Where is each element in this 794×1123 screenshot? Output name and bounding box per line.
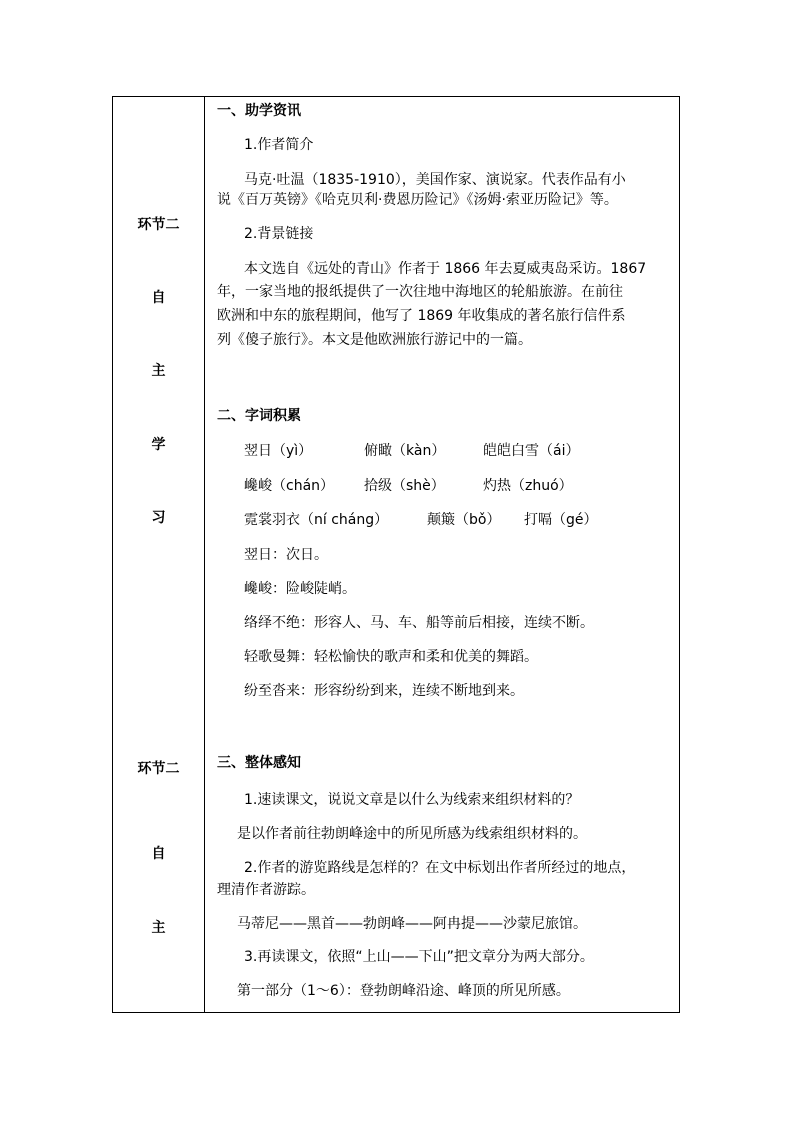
section-heading: 二、字词积累 bbox=[217, 408, 301, 424]
paragraph-line: 列《傻子旅行》。本文是他欧洲旅行游记中的一篇。 bbox=[217, 332, 532, 348]
vocab-item: 皑皑白雪（ái） bbox=[483, 443, 580, 459]
section-label: 环节二 bbox=[137, 761, 180, 777]
vocab-item: 巉峻（chán） bbox=[244, 478, 335, 494]
paragraph-line: 欧洲和中东的旅程期间，他写了 1869 年收集成的著名旅行信件系 bbox=[217, 308, 626, 324]
paragraph-line: 本文选自《远处的青山》作者于 1866 年去夏威夷岛采访。1867 bbox=[244, 261, 647, 277]
definition: 纷至沓来：形容纷纷到来，连续不断地到来。 bbox=[244, 683, 524, 699]
paragraph-line: 说《百万英镑》《哈克贝利·费恩历险记》《汤姆·索亚历险记》等。 bbox=[217, 192, 618, 208]
vocab-item: 灼热（zhuó） bbox=[483, 478, 573, 494]
definition: 轻歌曼舞：轻松愉快的歌声和柔和优美的舞蹈。 bbox=[244, 649, 538, 665]
question: 1.速读课文，说说文章是以什么为线索来组织材料的？ bbox=[244, 792, 580, 808]
paragraph-line: 马克·吐温（1835-1910），美国作家、演说家。代表作品有小 bbox=[244, 172, 626, 188]
section-label: 学 bbox=[151, 437, 166, 453]
section-label: 环节二 bbox=[137, 217, 180, 233]
column-divider bbox=[204, 97, 205, 1012]
section-label: 主 bbox=[151, 363, 166, 379]
lesson-table bbox=[112, 96, 680, 1013]
definition: 巉峻：险峻陡峭。 bbox=[244, 581, 356, 597]
section-heading: 一、助学资讯 bbox=[217, 103, 301, 119]
section-heading: 三、整体感知 bbox=[217, 755, 301, 771]
definition: 翌日：次日。 bbox=[244, 547, 328, 563]
subheading: 2.背景链接 bbox=[244, 226, 314, 242]
answer: 第一部分（1～6）：登勃朗峰沿途、峰顶的所见所感。 bbox=[237, 983, 570, 999]
definition: 络绎不绝：形容人、马、车、船等前后相接，连续不断。 bbox=[244, 615, 594, 631]
vocab-item: 俯瞰（kàn） bbox=[364, 443, 446, 459]
vocab-item: 霓裳羽衣（ní cháng） bbox=[244, 512, 389, 528]
question: 3.再读课文，依照“上山——下山”把文章分为两大部分。 bbox=[244, 949, 594, 965]
answer: 是以作者前往勃朗峰途中的所见所感为线索组织材料的。 bbox=[237, 826, 587, 842]
answer: 马蒂尼——黑首——勃朗峰——阿冉提——沙蒙尼旅馆。 bbox=[237, 916, 587, 932]
question: 理清作者游踪。 bbox=[217, 882, 315, 898]
vocab-item: 颠簸（bǒ） bbox=[427, 512, 501, 528]
vocab-item: 打嗝（gé） bbox=[524, 512, 598, 528]
section-label: 自 bbox=[151, 290, 166, 306]
section-label: 习 bbox=[151, 510, 166, 526]
section-label: 自 bbox=[151, 846, 166, 862]
question: 2.作者的游览路线是怎样的？在文中标划出作者所经过的地点， bbox=[244, 860, 636, 876]
vocab-item: 翌日（yì） bbox=[244, 443, 313, 459]
subheading: 1.作者简介 bbox=[244, 137, 314, 153]
paragraph-line: 年，一家当地的报纸提供了一次往地中海地区的轮船旅游。在前往 bbox=[217, 284, 623, 300]
vocab-item: 拾级（shè） bbox=[364, 478, 445, 494]
section-label: 主 bbox=[151, 920, 166, 936]
